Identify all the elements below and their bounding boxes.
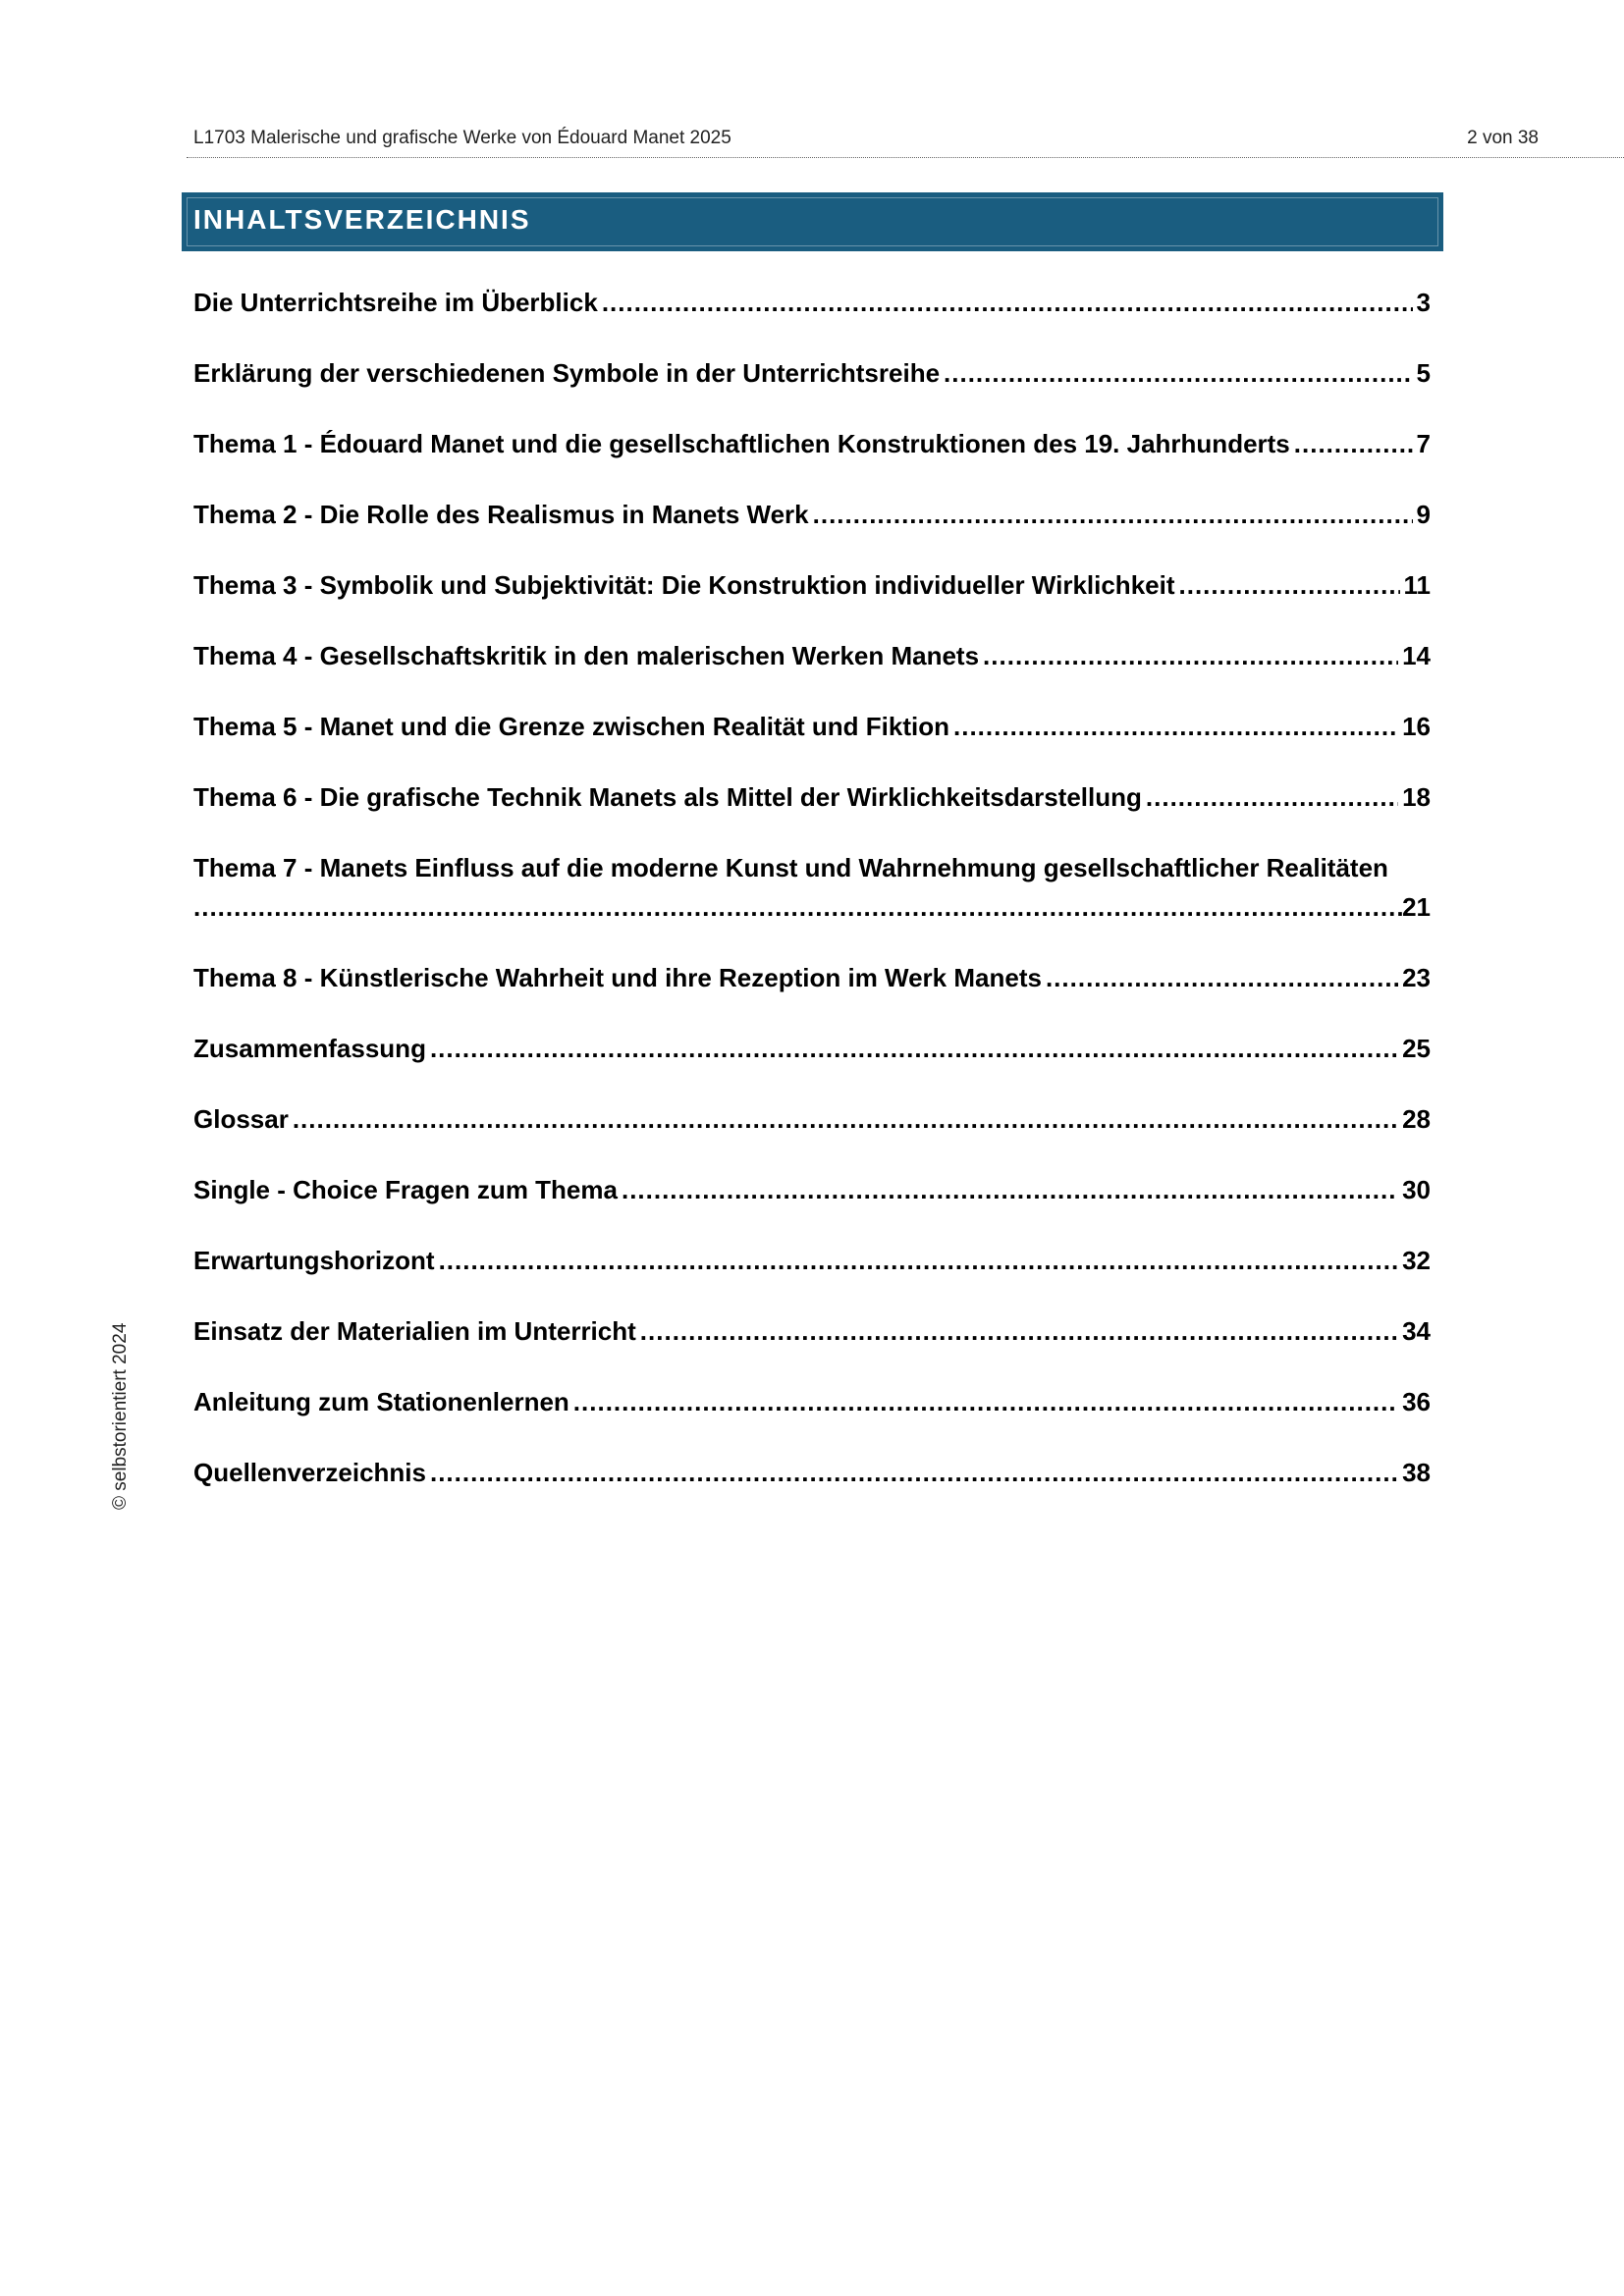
toc-entry-title: Erklärung der verschiedenen Symbole in der Unterrichtsreihe [193,358,941,388]
toc-entry[interactable] [193,781,1431,813]
toc-entry-title: Erwartungshorizont [193,1246,435,1275]
toc-entry-title: Thema 7 - Manets Einfluss auf die moderne Kunst und Wahrnehmung gesellschaftlicher Realitäten [193,853,1388,882]
toc-entry-page: 16 [1402,712,1431,741]
toc-entry[interactable] [193,640,1431,671]
toc-entry-title: Einsatz der Materialien im Unterricht [193,1316,636,1346]
toc-entry-title: Thema 2 - Die Rolle des Realismus in Manets Werk [193,500,809,529]
toc-leader [640,1315,1398,1347]
page-header-title: L1703 Malerische und grafische Werke von Édouard Manet 2025 [193,128,731,148]
toc-entry-title: Thema 3 - Symbolik und Subjektivität: Die Konstruktion individueller Wirklichkeit [193,570,1175,600]
toc-leader [430,1033,1398,1064]
toc-leader [813,499,1413,530]
toc-banner [182,192,1443,251]
toc-entry[interactable] [193,1103,1431,1135]
toc-entry-page: 5 [1416,358,1431,388]
toc-entry-title: Glossar [193,1104,289,1134]
toc-entry-title: Thema 1 - Édouard Manet und die gesellschaftlichen Konstruktionen des 19. Jahrhunderts [193,429,1290,458]
toc-entry[interactable] [193,1457,1431,1488]
copyright-text: © selbstorientiert 2024 [110,1322,131,1510]
toc-entry-page: 30 [1402,1175,1431,1204]
toc-entry[interactable] [193,852,1431,923]
toc-entry-title: Thema 6 - Die grafische Technik Manets als Mittel der Wirklichkeitsdarstellung [193,782,1142,812]
toc-leader [983,640,1398,671]
toc-entry-page: 11 [1403,570,1431,600]
toc-leader [1146,781,1398,813]
toc-entry[interactable] [193,499,1431,530]
toc-entry[interactable] [193,569,1431,601]
toc-entry[interactable] [193,1174,1431,1205]
toc-leader [293,1103,1398,1135]
toc-entry-page: 3 [1416,288,1431,317]
toc-entry-page: 32 [1402,1246,1431,1275]
toc-entry-page: 21 [1402,892,1431,922]
toc-entry[interactable] [193,1315,1431,1347]
toc-entry-title: Thema 4 - Gesellschaftskritik in den malerischen Werken Manets [193,641,980,670]
toc-entry-page: 38 [1402,1458,1431,1487]
toc-leader [944,357,1413,389]
toc-entry[interactable] [193,1245,1431,1276]
toc-entry-page: 14 [1402,641,1431,670]
toc-leader [1294,428,1413,459]
toc-entry-title: Thema 5 - Manet und die Grenze zwischen Realität und Fiktion [193,712,949,741]
toc-leader [1046,962,1398,993]
toc-entry-page: 25 [1402,1034,1431,1063]
toc-entry-page: 18 [1402,782,1431,812]
toc-entry[interactable] [193,428,1431,459]
toc-entry[interactable] [193,287,1431,318]
copyright-sidebar [110,1294,134,1510]
toc-leader [1179,569,1400,601]
toc-leader [602,287,1413,318]
toc-entry-page: 36 [1402,1387,1431,1416]
toc-entry[interactable] [193,357,1431,389]
toc-leader [439,1245,1399,1276]
toc-entry-page: 28 [1402,1104,1431,1134]
toc-entry-title: Zusammenfassung [193,1034,426,1063]
toc-entry[interactable] [193,711,1431,742]
toc-entry[interactable] [193,1386,1431,1417]
toc-entry-title: Single - Choice Fragen zum Thema [193,1175,618,1204]
toc-entry-page: 23 [1402,963,1431,992]
header-divider [187,157,1624,158]
toc-leader [622,1174,1398,1205]
toc-heading: INHALTSVERZEICHNIS [193,204,531,235]
toc-entry-title: Thema 8 - Künstlerische Wahrheit und ihre Rezeption im Werk Manets [193,963,1042,992]
toc-entry[interactable] [193,1033,1431,1064]
page-number: 2 von 38 [1467,128,1539,148]
toc-entry-title: Quellenverzeichnis [193,1458,426,1487]
toc-leader [193,891,1402,923]
toc-entry[interactable] [193,962,1431,993]
toc-leader [430,1457,1398,1488]
toc-entry-page: 9 [1416,500,1431,529]
toc-leader [573,1386,1398,1417]
toc-entry-title: Anleitung zum Stationenlernen [193,1387,569,1416]
toc-entry-page: 7 [1416,429,1431,458]
toc-entry-title: Die Unterrichtsreihe im Überblick [193,288,598,317]
toc-entry-page: 34 [1402,1316,1431,1346]
toc-leader [953,711,1398,742]
